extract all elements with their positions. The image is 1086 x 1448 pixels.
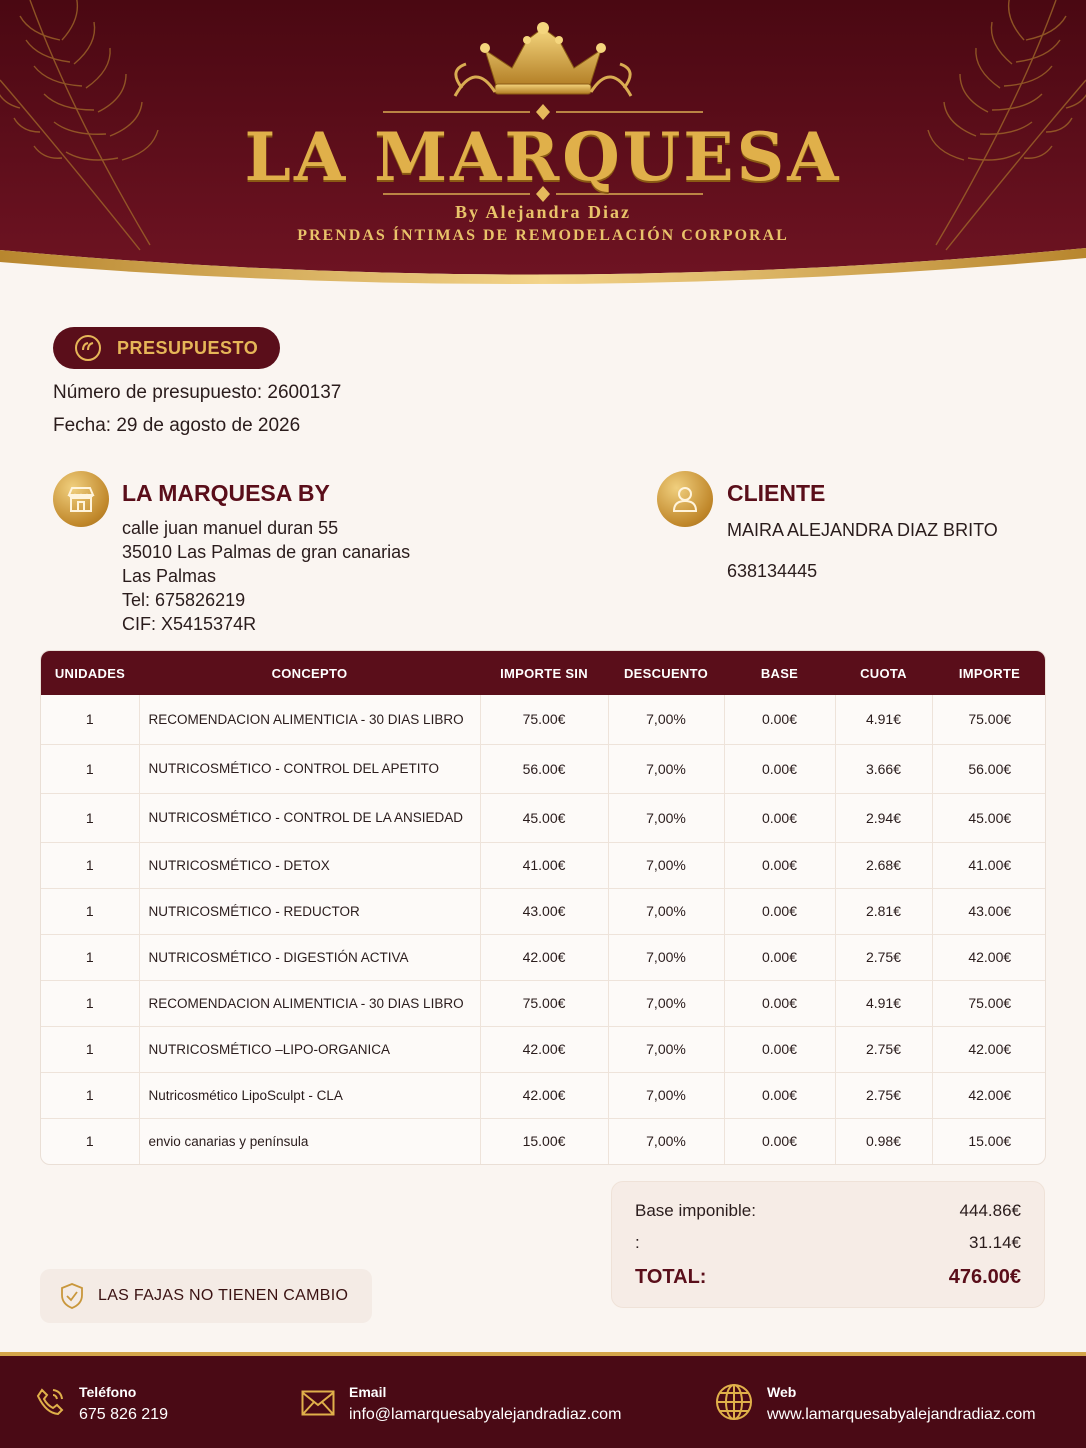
- cell-amount-without: 75.00€: [480, 695, 608, 744]
- cell-quota: 2.75€: [835, 1072, 932, 1118]
- cell-concept: NUTRICOSMÉTICO - DETOX: [139, 842, 480, 888]
- cell-amount: 42.00€: [932, 1026, 1046, 1072]
- table-row: [41, 888, 1046, 934]
- cell-base: 0.00€: [724, 695, 835, 744]
- cell-concept: RECOMENDACION ALIMENTICIA - 30 DIAS LIBRO: [139, 980, 480, 1026]
- table-row: [41, 695, 1046, 744]
- web-value[interactable]: www.lamarquesabyalejandradiaz.com: [767, 1406, 1036, 1423]
- cell-quota: 0.98€: [835, 1118, 932, 1164]
- globe-icon: [714, 1382, 754, 1422]
- cell-base: 0.00€: [724, 793, 835, 842]
- table-row: [41, 1118, 1046, 1164]
- quote-number: Número de presupuesto: 2600137: [53, 382, 342, 403]
- cell-base: 0.00€: [724, 934, 835, 980]
- cell-amount-without: 42.00€: [480, 934, 608, 980]
- phone-icon: [34, 1386, 66, 1418]
- cell-units: 1: [41, 744, 139, 793]
- footer-web: [700, 1356, 1086, 1448]
- seller-cif: CIF: X5415374R: [122, 614, 257, 634]
- cell-units: 1: [41, 695, 139, 744]
- cell-amount: 41.00€: [932, 842, 1046, 888]
- cell-discount: 7,00%: [608, 934, 724, 980]
- seller-phone: Tel: 675826219: [122, 590, 246, 610]
- footer-email: [300, 1356, 700, 1448]
- shield-check-icon: [60, 1283, 84, 1309]
- quote-icon: [73, 333, 103, 363]
- cell-discount: 7,00%: [608, 1026, 724, 1072]
- cell-base: 0.00€: [724, 888, 835, 934]
- table-row: [41, 1026, 1046, 1072]
- seller-address-2: 35010 Las Palmas de gran canarias: [122, 542, 411, 562]
- user-icon: [657, 471, 713, 527]
- tax-label: :: [635, 1233, 640, 1252]
- client-title: CLIENTE: [727, 480, 826, 506]
- cell-quota: 4.91€: [835, 695, 932, 744]
- brand-tagline: PRENDAS ÍNTIMAS DE REMODELACIÓN CORPORAL: [297, 227, 789, 244]
- cell-quota: 2.81€: [835, 888, 932, 934]
- cell-amount: 43.00€: [932, 888, 1046, 934]
- table-row: [41, 744, 1046, 793]
- col-header-quota: CUOTA: [835, 651, 932, 695]
- cell-units: 1: [41, 842, 139, 888]
- cell-concept: NUTRICOSMÉTICO - CONTROL DEL APETITO: [139, 744, 480, 793]
- cell-discount: 7,00%: [608, 1118, 724, 1164]
- mail-icon: [301, 1390, 335, 1416]
- table-header-row: [41, 651, 1046, 695]
- cell-concept: NUTRICOSMÉTICO - REDUCTOR: [139, 888, 480, 934]
- table-row: [41, 934, 1046, 980]
- client-phone: 638134445: [727, 561, 818, 581]
- base-label: Base imponible:: [635, 1201, 756, 1220]
- document-type-badge: [53, 327, 280, 369]
- col-header-units: UNIDADES: [41, 651, 139, 695]
- cell-amount: 75.00€: [932, 695, 1046, 744]
- cell-amount-without: 42.00€: [480, 1072, 608, 1118]
- email-title: Email: [349, 1384, 387, 1400]
- cell-units: 1: [41, 1026, 139, 1072]
- totals-tax-row: [635, 1233, 1021, 1253]
- document-type-label: PRESUPUESTO: [117, 337, 259, 358]
- cell-quota: 2.94€: [835, 793, 932, 842]
- cell-discount: 7,00%: [608, 695, 724, 744]
- cell-concept: NUTRICOSMÉTICO - CONTROL DE LA ANSIEDAD: [139, 793, 480, 842]
- cell-base: 0.00€: [724, 1072, 835, 1118]
- footer: [0, 1352, 1086, 1448]
- seller-address-1: calle juan manuel duran 55: [122, 518, 339, 538]
- col-header-discount: DESCUENTO: [608, 651, 724, 695]
- phone-title: Teléfono: [79, 1384, 137, 1400]
- cell-concept: NUTRICOSMÉTICO –LIPO-ORGANICA: [139, 1026, 480, 1072]
- cell-units: 1: [41, 1118, 139, 1164]
- cell-discount: 7,00%: [608, 888, 724, 934]
- col-header-amount-without: IMPORTE SIN: [480, 651, 608, 695]
- total-label: TOTAL:: [635, 1266, 707, 1288]
- cell-amount-without: 41.00€: [480, 842, 608, 888]
- notice-text: LAS FAJAS NO TIENEN CAMBIO: [98, 1287, 349, 1304]
- cell-amount-without: 75.00€: [480, 980, 608, 1026]
- cell-amount-without: 45.00€: [480, 793, 608, 842]
- client-name: MAIRA ALEJANDRA DIAZ BRITO: [727, 520, 998, 540]
- cell-units: 1: [41, 980, 139, 1026]
- totals-total-row: [635, 1266, 1021, 1289]
- email-value[interactable]: info@lamarquesabyalejandradiaz.com: [349, 1406, 622, 1423]
- cell-discount: 7,00%: [608, 744, 724, 793]
- col-header-amount: IMPORTE: [932, 651, 1046, 695]
- phone-value[interactable]: 675 826 219: [79, 1406, 168, 1423]
- cell-discount: 7,00%: [608, 980, 724, 1026]
- cell-amount-without: 15.00€: [480, 1118, 608, 1164]
- cell-quota: 3.66€: [835, 744, 932, 793]
- seller-city: Las Palmas: [122, 566, 217, 586]
- totals-box: [611, 1181, 1045, 1308]
- quote-date: Fecha: 29 de agosto de 2026: [53, 415, 301, 436]
- cell-amount: 42.00€: [932, 1072, 1046, 1118]
- cell-amount-without: 56.00€: [480, 744, 608, 793]
- cell-concept: envio canarias y península: [139, 1118, 480, 1164]
- brand-byline: By Alejandra Diaz: [455, 202, 631, 222]
- col-header-concept: CONCEPTO: [139, 651, 480, 695]
- totals-base-row: [635, 1201, 1021, 1221]
- footer-phone: [0, 1356, 300, 1448]
- web-title: Web: [767, 1384, 797, 1400]
- cell-base: 0.00€: [724, 842, 835, 888]
- cell-amount: 45.00€: [932, 793, 1046, 842]
- cell-concept: Nutricosmético LipoSculpt - CLA: [139, 1072, 480, 1118]
- base-value: 444.86€: [959, 1201, 1021, 1220]
- cell-units: 1: [41, 934, 139, 980]
- cell-amount-without: 42.00€: [480, 1026, 608, 1072]
- cell-concept: NUTRICOSMÉTICO - DIGESTIÓN ACTIVA: [139, 934, 480, 980]
- cell-base: 0.00€: [724, 1026, 835, 1072]
- table-row: [41, 1072, 1046, 1118]
- cell-amount: 15.00€: [968, 1133, 1012, 1150]
- cell-quota: 2.75€: [835, 934, 932, 980]
- cell-discount: 7,00%: [608, 842, 724, 888]
- col-header-base: BASE: [724, 651, 835, 695]
- cell-amount: 56.00€: [932, 744, 1046, 793]
- cell-base: 0.00€: [724, 1118, 835, 1164]
- table-row: [41, 793, 1046, 842]
- total-value: 476.00€: [948, 1266, 1021, 1288]
- cell-units: 1: [41, 888, 139, 934]
- cell-quota: 2.75€: [835, 1026, 932, 1072]
- tax-value: 31.14€: [969, 1233, 1021, 1252]
- no-exchange-notice: [40, 1269, 372, 1323]
- table-row: [41, 980, 1046, 1026]
- table-row: [41, 842, 1046, 888]
- header: [0, 0, 1086, 300]
- cell-concept: RECOMENDACION ALIMENTICIA - 30 DIAS LIBRO: [139, 695, 480, 744]
- cell-discount: 7,00%: [608, 1072, 724, 1118]
- items-table: [40, 650, 1046, 1165]
- cell-amount: 75.00€: [932, 980, 1046, 1026]
- cell-amount-without: 43.00€: [480, 888, 608, 934]
- brand-name: LA MARQUESA: [244, 118, 842, 196]
- cell-quota: 2.68€: [835, 842, 932, 888]
- cell-base: 0.00€: [724, 980, 835, 1026]
- cell-quota: 4.91€: [835, 980, 932, 1026]
- cell-amount: 42.00€: [932, 934, 1046, 980]
- seller-title: LA MARQUESA BY: [122, 480, 330, 506]
- cell-discount: 7,00%: [608, 793, 724, 842]
- cell-units: 1: [41, 793, 139, 842]
- cell-base: 0.00€: [724, 744, 835, 793]
- cell-units: 1: [41, 1072, 139, 1118]
- store-icon: [53, 471, 109, 527]
